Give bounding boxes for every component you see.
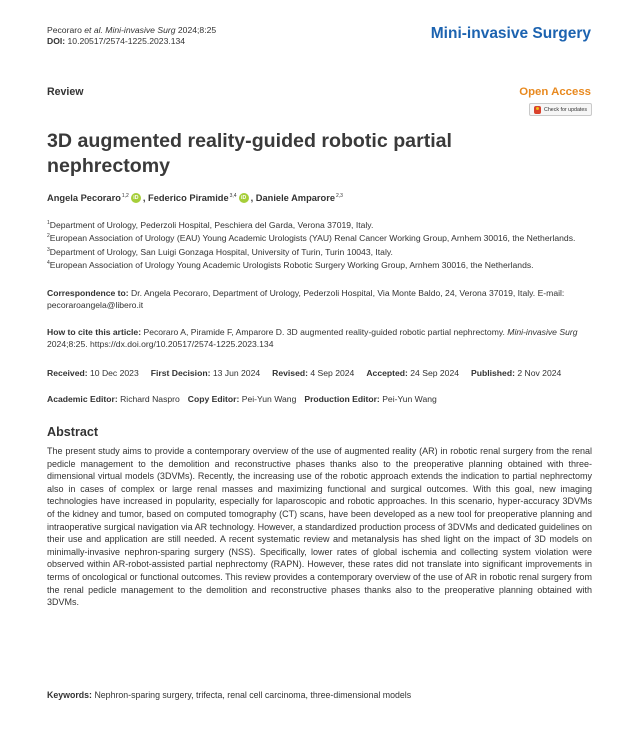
affiliation-text: Department of Urology, San Luigi Gonzaga Hospital, University of Turin, Turin 10043, Italy. — [49, 246, 393, 257]
date-label: First Decision: — [150, 368, 211, 378]
copy-editor — [188, 394, 297, 404]
date-value: 2 Nov 2024 — [517, 368, 562, 378]
author-2-name: Federico Piramide — [148, 193, 229, 203]
open-access-label: Open Access — [519, 86, 591, 98]
doi-label: DOI: — [47, 36, 66, 46]
correspondence-text: Dr. Angela Pecoraro, Department of Urology, Pederzoli Hospital, Via Monte Baldo, 24, Verona 37019, Italy. E-mail: pecoraroangela@libero.it — [47, 288, 565, 310]
affiliation-text: European Association of Urology (EAU) Young Academic Urologists (YAU) Renal Cancer Working Group, Arnhem 30016, the Netherlands. — [49, 233, 576, 244]
doi-value[interactable]: 10.20517/2574-1225.2023.134 — [67, 36, 186, 46]
author-1-name: Angela Pecoraro — [47, 193, 121, 203]
date-value: 24 Sep 2024 — [410, 368, 460, 378]
editor-label: Copy Editor: — [187, 394, 240, 404]
keywords-label: Keywords: — [47, 690, 92, 700]
affiliation-text: European Association of Urology Young Academic Urologists Robotic Surgery Working Group, Arnhem 30016, the Netherlands. — [49, 259, 534, 270]
how-to-cite — [47, 326, 592, 350]
check-updates-button[interactable] — [529, 103, 592, 116]
author-list — [47, 193, 343, 203]
author-separator: , — [250, 193, 254, 203]
author-3-affil: 2,3 — [336, 193, 343, 199]
date-label: Published: — [471, 368, 515, 378]
affiliation-2 — [47, 231, 592, 244]
author-1-affil: 1,2 — [121, 193, 129, 199]
date-published — [471, 368, 561, 378]
orcid-icon[interactable]: iD — [131, 193, 141, 203]
cite-doi[interactable]: 2024;8:25. https://dx.doi.org/10.20517/2574-1225.2023.134 — [47, 339, 274, 349]
date-value: 10 Dec 2023 — [90, 368, 139, 378]
affiliation-number: 3 — [47, 246, 50, 253]
article-dates — [47, 368, 561, 378]
date-label: Received: — [47, 368, 88, 378]
editor-label: Academic Editor: — [47, 394, 118, 404]
citation-year-vol: 2024;8:25 — [177, 25, 217, 35]
author-2-affil: 3,4 — [229, 193, 237, 199]
date-revised — [272, 368, 354, 378]
article-title: 3D augmented reality-guided robotic partial nephrectomy — [47, 130, 453, 177]
date-label: Accepted: — [366, 368, 408, 378]
correspondence-label: Correspondence to: — [47, 288, 129, 298]
date-label: Revised: — [272, 368, 308, 378]
article-type: Review — [47, 86, 84, 98]
author-separator: , — [142, 193, 146, 203]
date-value: 4 Sep 2024 — [310, 368, 355, 378]
affiliation-1 — [47, 218, 592, 231]
orcid-icon[interactable]: iD — [239, 193, 249, 203]
date-first-decision — [151, 368, 260, 378]
editor-label: Production Editor: — [304, 394, 380, 404]
affiliation-number: 1 — [47, 220, 50, 226]
citation-journal: Mini-invasive Surg — [105, 25, 176, 35]
keywords — [47, 690, 411, 700]
cite-journal: Mini-invasive Surg — [507, 327, 578, 337]
keywords-text: Nephron-sparing surgery, trifecta, renal cell carcinoma, three-dimensional models — [94, 690, 412, 700]
affiliation-4 — [47, 258, 592, 271]
editor-value: Pei-Yun Wang — [241, 394, 297, 404]
journal-name: Mini-invasive Surgery — [430, 25, 591, 42]
affiliation-3 — [47, 245, 592, 258]
author-3-name: Daniele Amparore — [255, 193, 336, 203]
affiliations — [47, 218, 592, 271]
abstract-text: The present study aims to provide a contemporary overview of the use of augmented reality (AR) in robotic renal surgery from the renal pedicle management to the demolition and reconstructive phases thanks also to the preoperative planning obtained with three-dimensional virtual models (3DVMs). Recently, the increasing use of the robotic approach extends the indication to partial nephrectomy also in cases of complex or large renal masses and maximizing functional and surgical outcomes. With this goal, new imaging technologies have increased in popularity, especially for laparoscopic and robotic approaches. In this scenario, hyper-accuracy 3DVMs of the kidney and tumor, based on computed tomography (CT) scans, have been developed as a new tool for preoperative planning and intraoperative surgical navigation via AR technology. However, a standardized production process of 3DVMs and dedicated guidelines on their use and application are still needed. A recent systematic review and metanalysis has shed light on the impact of 3D models on minimally-invasive nephron-sparing surgery (NSS). Specifically, lower rates of global ischemia and collecting system violation were observed within AR-robot-assisted partial nephrectomy (RAPN). However, these rates did not translate into significant improvements in terms of oncological or functional outcomes. This review provides a contemporary overview of the use of AR in robotic renal surgery from the renal pedicle management to the demolition and reconstructive phases thanks also to the preoperative planning obtained with 3DVMs. — [47, 446, 592, 608]
editors — [47, 394, 437, 404]
citation-etal: et al. — [84, 25, 103, 35]
affiliation-number: 4 — [47, 260, 50, 267]
academic-editor — [47, 394, 180, 404]
crossmark-icon — [534, 106, 541, 114]
editor-value: Pei-Yun Wang — [382, 394, 437, 404]
check-updates-label: Check for updates — [544, 106, 587, 113]
date-accepted — [366, 368, 459, 378]
affiliation-number: 2 — [47, 233, 50, 240]
citation-authors: Pecoraro — [47, 25, 82, 35]
editor-value: Richard Naspro — [120, 394, 180, 404]
date-received — [47, 368, 139, 378]
cite-text: Pecoraro A, Piramide F, Amparore D. 3D augmented reality-guided robotic partial nephrectomy. — [143, 327, 505, 337]
date-value: 13 Jun 2024 — [212, 368, 261, 378]
production-editor — [304, 394, 436, 404]
correspondence — [47, 287, 592, 311]
abstract-heading: Abstract — [47, 425, 99, 439]
affiliation-text: Department of Urology, Pederzoli Hospital, Peschiera del Garda, Verona 37019, Italy. — [49, 219, 374, 230]
citation-header — [47, 25, 216, 47]
cite-label: How to cite this article: — [47, 327, 142, 337]
